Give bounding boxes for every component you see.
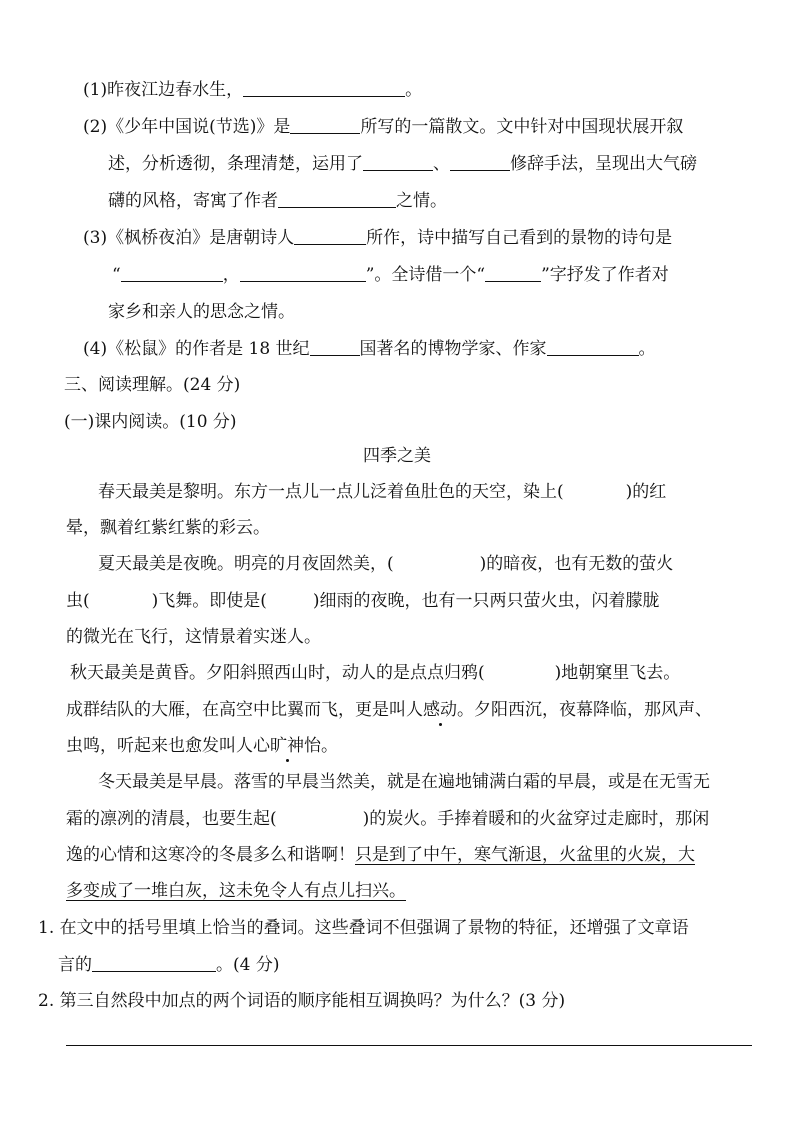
answer-blank[interactable] [243, 80, 405, 97]
answer-blank[interactable] [121, 265, 223, 282]
passage-para-4-line-1: 冬天最美是早晨。落雪的早晨当然美，就是在遍地铺满白霜的早晨，或是在无雪无 [98, 772, 710, 792]
answer-blank[interactable] [240, 265, 366, 282]
dotted-word: 感动 [423, 700, 457, 720]
answer-blank[interactable] [485, 265, 541, 282]
passage-para-3-line-3: 虫鸣，听起来也愈发叫人心旷神怡。 [66, 736, 338, 756]
answer-blank[interactable] [290, 117, 360, 134]
section-heading: 三、阅读理解。(24 分) [64, 375, 241, 395]
question-number: (2) [83, 117, 108, 137]
fill-question-3-line-2: “ ， ”。全诗借一个“ ”字抒发了作者对 [112, 265, 669, 285]
question-number: (1) [83, 80, 108, 100]
passage-title: 四季之美 [363, 446, 431, 466]
reading-question-2: 2. 第三自然段中加点的两个词语的顺序能相互调换吗？为什么？(3 分) [38, 991, 566, 1011]
answer-line[interactable] [66, 1045, 752, 1046]
fill-question-1: (1)昨夜江边春水生， 。 [83, 80, 423, 100]
answer-blank[interactable] [92, 955, 216, 972]
passage-para-3-line-2: 成群结队的大雁，在高空中比翼而飞，更是叫人感动。夕阳西沉，夜幕降临，那风声、 [66, 700, 712, 720]
answer-blank[interactable] [294, 228, 366, 245]
passage-para-1-line-2: 晕，飘着红紫红紫的彩云。 [66, 518, 270, 538]
fill-question-3-line-3: 家乡和亲人的思念之情。 [108, 302, 295, 322]
reading-question-1-line-1: 1. 在文中的括号里填上恰当的叠词。这些叠词不但强调了景物的特征，还增强了文章语 [38, 918, 689, 938]
passage-para-3-line-1: 秋天最美是黄昏。夕阳斜照西山时，动人的是点点归鸦( )地朝窠里飞去。 [70, 663, 681, 683]
fill-question-2-line-3: 礴的风格，寄寓了作者 之情。 [108, 191, 447, 211]
passage-para-4-line-3: 逸的心情和这寒冷的冬晨多么和谐啊！只是到了中午，寒气渐退，火盆里的火炭，大 [66, 845, 695, 865]
passage-para-1-line-1: 春天最美是黎明。东方一点儿一点儿泛着鱼肚色的天空，染上( )的红 [98, 482, 667, 502]
answer-blank[interactable] [450, 154, 510, 171]
question-number: (3) [83, 228, 108, 248]
fill-question-4: (4)《松鼠》的作者是 18 世纪 国著名的博物学家、作家 。 [83, 339, 656, 359]
question-number: (4) [83, 339, 108, 359]
fill-question-2-line-2: 述，分析透彻，条理清楚，运用了 、 修辞手法，呈现出大气磅 [108, 154, 697, 174]
underlined-sentence: 多变成了一堆白灰，这未免令人有点儿扫兴。 [66, 881, 406, 901]
subsection-heading: (一)课内阅读。(10 分) [64, 412, 237, 432]
passage-para-2-line-3: 的微光在飞行，这情景着实迷人。 [66, 627, 321, 647]
passage-para-2-line-2: 虫( )飞舞。即使是( )细雨的夜晚，也有一只两只萤火虫，闪着朦胧 [66, 591, 660, 611]
underlined-sentence: 只是到了中午，寒气渐退，火盆里的火炭，大 [355, 845, 695, 865]
passage-para-2-line-1: 夏天最美是夜晚。明亮的月夜固然美，( )的暗夜，也有无数的萤火 [98, 554, 674, 574]
answer-blank[interactable] [278, 191, 396, 208]
dotted-word: 心旷神怡 [253, 736, 321, 756]
answer-blank[interactable] [363, 154, 433, 171]
reading-question-1-line-2: 言的 。(4 分) [58, 955, 280, 975]
fill-question-3-line-1: (3)《枫桥夜泊》是唐朝诗人 所作，诗中描写自己看到的景物的诗句是 [83, 228, 673, 248]
question-text: 昨夜江边春水生， [107, 80, 244, 100]
answer-blank[interactable] [547, 339, 639, 356]
passage-para-4-line-2: 霜的凛冽的清晨，也要生起( )的炭火。手捧着暖和的火盆穿过走廊时，那闲 [66, 809, 710, 829]
answer-blank[interactable] [310, 339, 360, 356]
fill-question-2-line-1: (2)《少年中国说(节选)》是 所写的一篇散文。文中针对中国现状展开叙 [83, 117, 684, 137]
